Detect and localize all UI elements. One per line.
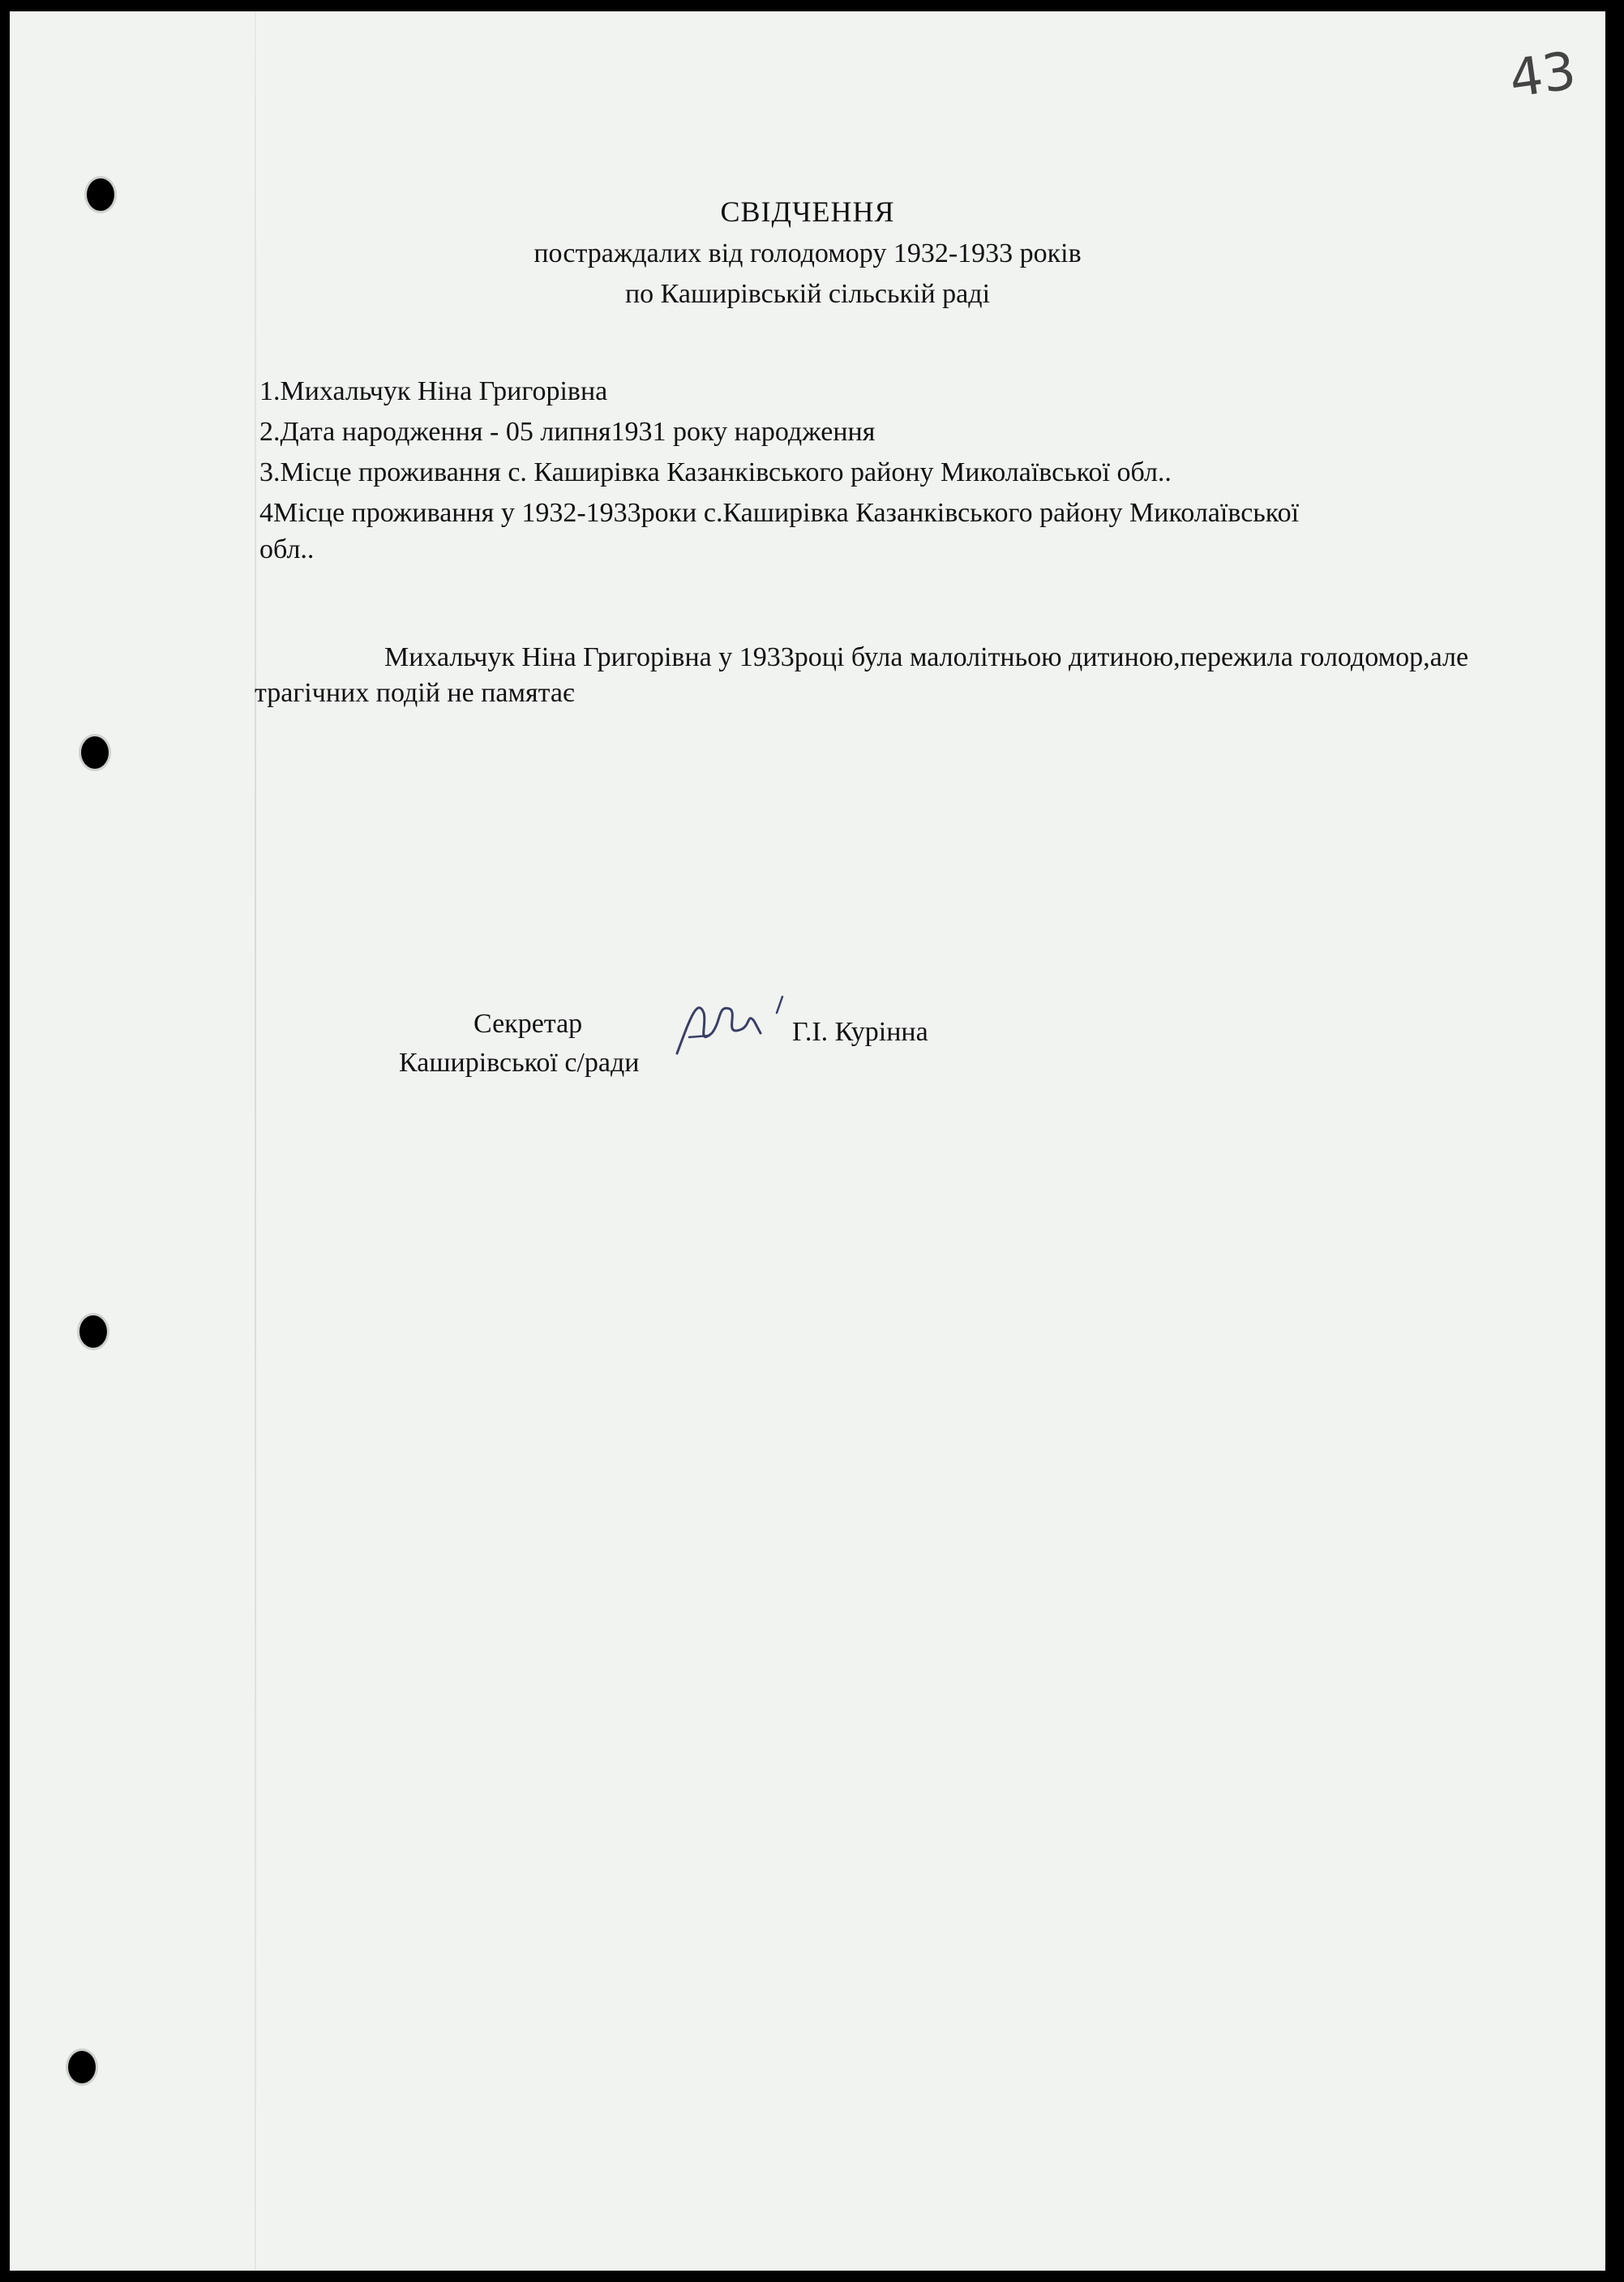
document-subtitle: постраждалих від голодомору 1932-1933 років	[533, 238, 1082, 268]
field-residence-1932: 4Місце проживання у 1932-1933роки с.Каширівка Казанківського району Миколаївської	[259, 498, 1300, 528]
signatory-organization: Каширівської с/ради	[399, 1048, 640, 1078]
field-residence: 3.Місце проживання с. Каширівка Казанківського району Миколаївської обл..	[259, 457, 1172, 487]
page-number: 43	[1506, 41, 1580, 110]
field-residence-1932-cont: обл..	[259, 534, 315, 564]
signatory-name: Г.І. Курінна	[792, 1017, 928, 1047]
document-title: СВІДЧЕННЯ	[720, 195, 895, 228]
page-fold-line	[255, 11, 256, 2271]
testimony-text: Михальчук Ніна Григорівна у 1933році була малолітньою дитиною,пережила голодомор,але трагічних подій не памятає	[255, 642, 1469, 708]
handwritten-signature	[673, 989, 795, 1062]
punch-hole	[81, 736, 109, 769]
document-subtitle-2: по Каширівській сільській раді	[624, 279, 991, 309]
punch-hole	[68, 2051, 96, 2083]
field-birth-date: 2.Дата народження - 05 липня1931 року народження	[259, 417, 876, 447]
document-page	[10, 11, 1605, 2271]
signatory-title: Секретар	[473, 1009, 583, 1039]
field-name: 1.Михальчук Ніна Григорівна	[259, 376, 608, 406]
punch-hole	[79, 1315, 107, 1348]
